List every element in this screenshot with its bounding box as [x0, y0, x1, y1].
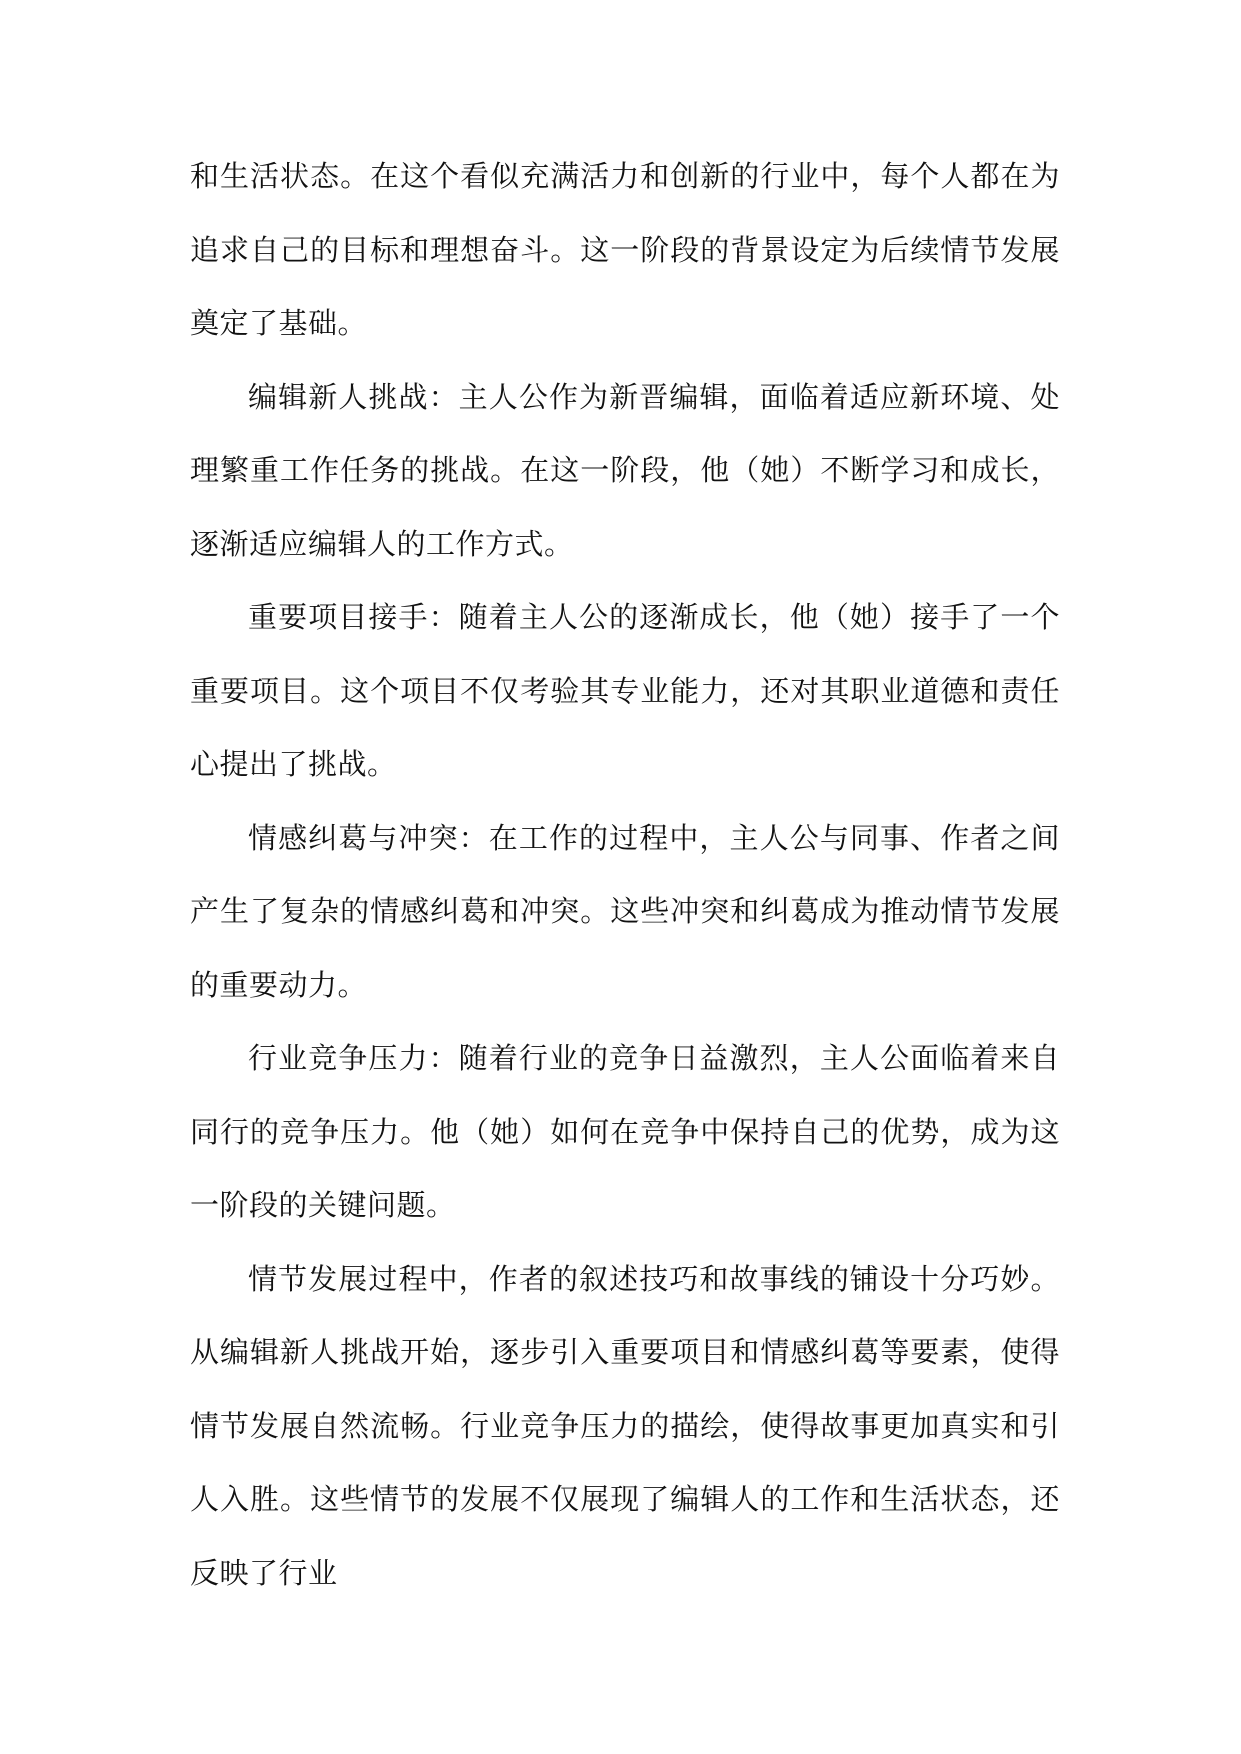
paragraph-plot-development: 情节发展过程中，作者的叙述技巧和故事线的铺设十分巧妙。从编辑新人挑战开始，逐步引入重要项目和情感纠葛等要素，使得情节发展自然流畅。行业竞争压力的描绘，使得故事更加真实和引人入胜。这些情节的发展不仅展现了编辑人的工作和生活状态，还反映了行业 [190, 1261, 1060, 1590]
paragraph-editor-newcomer-challenge: 编辑新人挑战：主人公作为新晋编辑，面临着适应新环境、处理繁重工作任务的挑战。在这一阶段，他（她）不断学习和成长，逐渐适应编辑人的工作方式。 [190, 379, 1060, 561]
paragraph-continuation: 和生活状态。在这个看似充满活力和创新的行业中，每个人都在为追求自己的目标和理想奋斗。这一阶段的背景设定为后续情节发展奠定了基础。 [190, 159, 1060, 340]
paragraph-important-project: 重要项目接手：随着主人公的逐渐成长，他（她）接手了一个重要项目。这个项目不仅考验其专业能力，还对其职业道德和责任心提出了挑战。 [190, 600, 1060, 781]
document-body [190, 140, 1060, 1610]
paragraph-emotional-conflict: 情感纠葛与冲突：在工作的过程中，主人公与同事、作者之间产生了复杂的情感纠葛和冲突。这些冲突和纠葛成为推动情节发展的重要动力。 [190, 820, 1060, 1002]
paragraph-industry-competition: 行业竞争压力：随着行业的竞争日益激烈，主人公面临着来自同行的竞争压力。他（她）如何在竞争中保持自己的优势，成为这一阶段的关键问题。 [190, 1041, 1060, 1222]
